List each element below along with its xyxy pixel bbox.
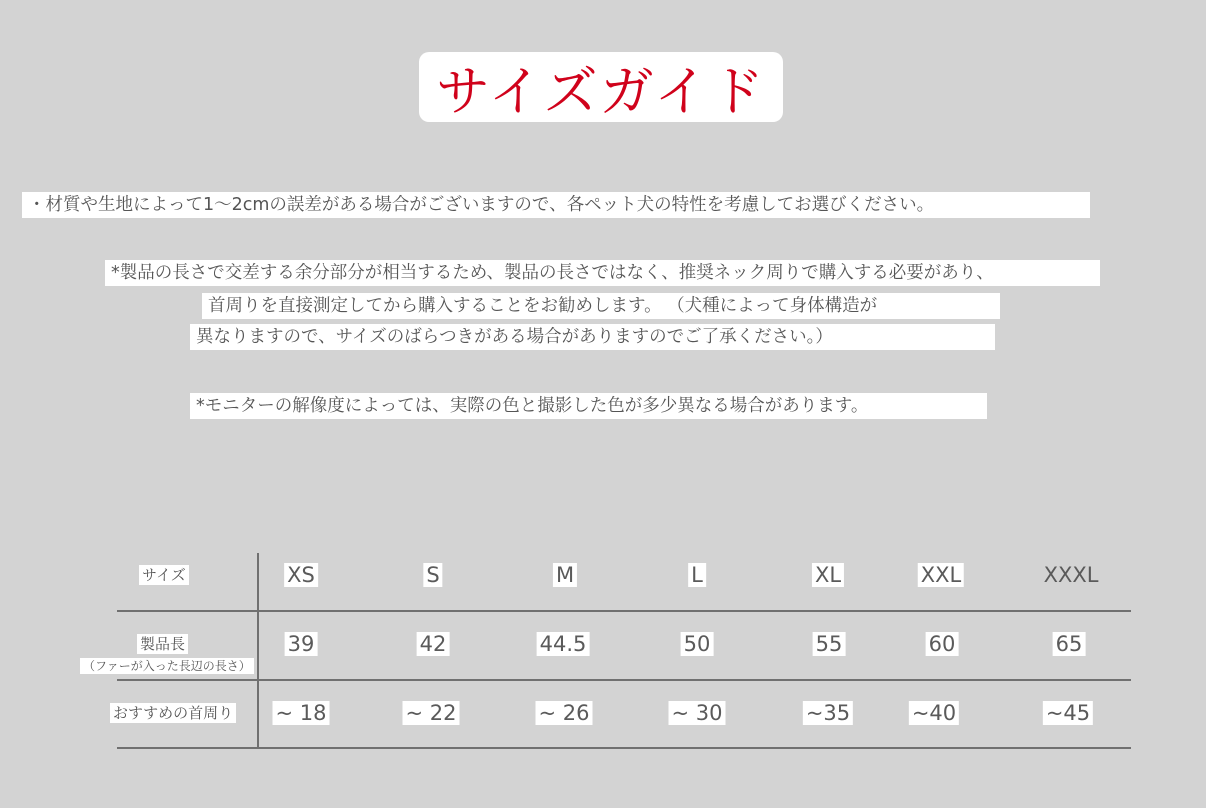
row-label-size: サイズ [139,565,189,585]
neck-cell: ~ 30 [669,701,726,725]
neck-cell: ~45 [1043,701,1093,725]
size-cell: XS [284,563,318,587]
neck-cell: ~40 [909,701,959,725]
row-label-neck: おすすめの首周り [110,703,236,723]
length-cell: 39 [285,632,318,656]
size-cell: XXL [918,563,964,587]
note-neck-size-line2: 首周りを直接測定してから購入することをお勧めします。 （犬種によって身体構造が [202,293,1000,319]
length-cell: 44.5 [537,632,590,656]
row-sublabel-length: （ファーが入った長辺の長さ） [80,658,254,674]
neck-cell: ~35 [803,701,853,725]
length-cell: 60 [926,632,959,656]
note-monitor-color: *モニターの解像度によっては、実際の色と撮影した色が多少異なる場合があります。 [190,393,987,419]
title-banner [419,52,783,122]
size-cell: XL [812,563,844,587]
row-label-length: 製品長 [137,634,188,654]
neck-cell: ~ 22 [403,701,460,725]
page-title: サイズガイド [435,59,767,123]
size-cell: XXXL [1043,563,1099,587]
note-material-tolerance: ・材質や生地によって1〜2cmの誤差がある場合がございますので、各ペット犬の特性を考慮してお選びください。 [22,192,1090,218]
length-cell: 42 [417,632,450,656]
size-cell: S [423,563,442,587]
length-cell: 55 [813,632,846,656]
table-divider-vertical [257,553,259,749]
table-divider-row3 [117,747,1131,749]
neck-cell: ~ 18 [273,701,330,725]
table-divider-row2 [117,679,1131,681]
neck-cell: ~ 26 [536,701,593,725]
length-cell: 50 [681,632,714,656]
size-cell: L [688,563,706,587]
note-neck-size-line3: 異なりますので、サイズのばらつきがある場合がありますのでご了承ください。） [190,324,995,350]
table-divider-row1 [117,610,1131,612]
size-cell: M [553,563,577,587]
length-cell: 65 [1053,632,1086,656]
note-neck-size-line1: *製品の長さで交差する余分部分が相当するため、製品の長さではなく、推奨ネック周りで購入する必要があり、 [105,260,1100,286]
